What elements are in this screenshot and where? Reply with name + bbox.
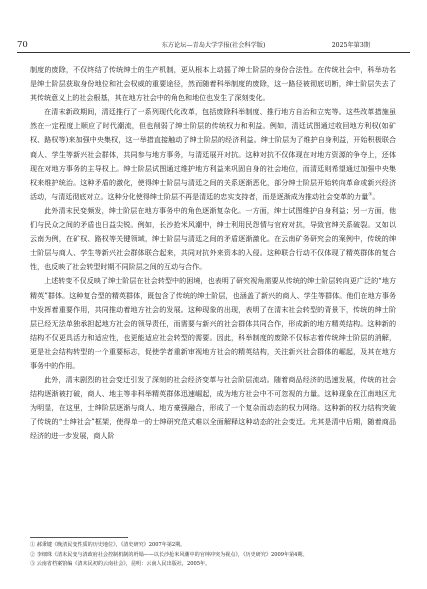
paragraph: 在清末新政期间，清廷推行了一系列现代化改革，包括废除科举制度、推行地方自治和立宪等。这些改革措施虽然在一定程度上顺应了时代潮流，但也削弱了绅士阶层的传统权力和利益。例如，清廷试图通过收回地方利权(如矿权、路权等)来加强中央集权，这一举措直接触动了绅士阶层的经济利益。绅士阶层为了维护自身利益，开始积极联合商人、学生等新兴社会群体，共同参与地方事务，与清廷展开对抗。这种对抗不仅体现在对地方资源的争夺上，还体现在对地方事务的主导权上。绅士阶层试图通过维护地方利益来巩固自身的社会地位，而清廷则希望通过加强中央集权来维护统治。这种矛盾的激化，使得绅士阶层与清廷之间的关系逐渐恶化，部分绅士阶层开始转向革命或新兴经济活动，与清廷彻底对立。这种分化使得绅士阶层不再是清廷的忠实支持者，而是逐渐成为推动社会变革的力量①。	[30, 107, 396, 201]
running-header	[17, 36, 410, 53]
paragraph: 此外，清末剧烈的社会变迁引发了深刻的社会经济变革与社会阶层流动。随着商品经济的迅速发展，传统的社会结构逐渐被打破，商人、地主等非科举精英群体迅速崛起，成为地方社会中不可忽视的力量。这种现象在江南地区尤为明显，在这里，士绅阶层逐渐与商人、地方豪强融合，形成了一个复杂而动态的权力网络。这种新的权力结构突破了传统的“士绅社会”框架，使得单一的士绅研究范式难以全面解释这种动态的社会变迁。尤其是清中后期，随着商品经济的进一步发展，商人阶	[30, 375, 396, 441]
paragraph: 上述转变不仅反映了绅士阶层在社会转型中的困境，也表明了研究视角需要从传统的绅士阶层转向更广泛的“地方精英”群体。这种复合型的精英群体，既包含了传统的绅士阶层，也涵盖了新兴的商人、学生等群体。他们在地方事务中发挥着重要作用，共同推动着地方社会的发展。这种现象的出现，表明了在清末社会转型的背景下，传统的绅士阶层已经无法单独承担起地方社会的领导责任，而需要与新兴的社会群体共同合作，形成新的地方精英结构。这种新的结构不仅更具活力和适应性，也更能适应社会转型的需要。因此，科举制度的废除不仅标志着传统绅士阶层的消解，更是社会结构转型的一个重要标志，促使学者重新审视地方社会的精英结构，关注新兴社会群体的崛起，及其在地方事务中的作用。	[30, 276, 396, 370]
footnote: ② 李细珠《清末民变与清政府社会控制机制的坍塌——以长沙抢米风潮中的官绅冲突为视点》，《历史研究》2009年第4期。	[30, 551, 308, 558]
footnote-divider	[30, 537, 128, 538]
footnote: ① 郝秉键《晚清民变性质的历史地位》，《清史研究》2007年第2期。	[30, 542, 186, 548]
paragraph: 此外清末民变频发，绅士阶层在地方事务中的角色逐渐复杂化。一方面，绅士试图维护自身利益；另一方面，他们与民众之间的矛盾也日益尖锐。例如，长沙抢米风潮中，绅士利用民怨情与官府对抗，导致官绅关系破裂。又如以云南为例，在矿权、路权等关键领域，绅士阶层与清廷之间的矛盾逐渐激化。在云南矿务研究会的案例中，传统的绅士阶层与商人、学生等新兴社会群体联合起来，共同对抗外来资本的入侵。这种联合行动不仅体现了精英群体的复合性，也反映了社会转型时期不同阶层之间的互动与合作。	[30, 205, 396, 272]
footnote: ③ 云南省档案馆编《清末民初的云南社会》，昆明：云南人民出版社，2005年。	[30, 561, 211, 568]
page-number: 70	[17, 40, 28, 50]
journal-title: 东方论坛—青岛大学学报(社会科学版)	[161, 42, 266, 49]
paragraph: 制度的废除，不仅终结了传统绅士的生产机制，更从根本上动摇了绅士阶层的身份合法性。在传统社会中，科举功名是绅士阶层获取身份地位和社会权威的重要途径，然而随着科举制度的废除，这一路径被彻底切断，绅士阶层失去了其传统意义上的社会根基，其在地方社会中的角色和地位也发生了深刻变化。	[30, 65, 396, 103]
footnotes	[30, 541, 396, 570]
footnote-ref: ①	[368, 192, 373, 198]
article-body	[30, 63, 396, 444]
issue-label: 2025年第3期	[331, 42, 370, 49]
